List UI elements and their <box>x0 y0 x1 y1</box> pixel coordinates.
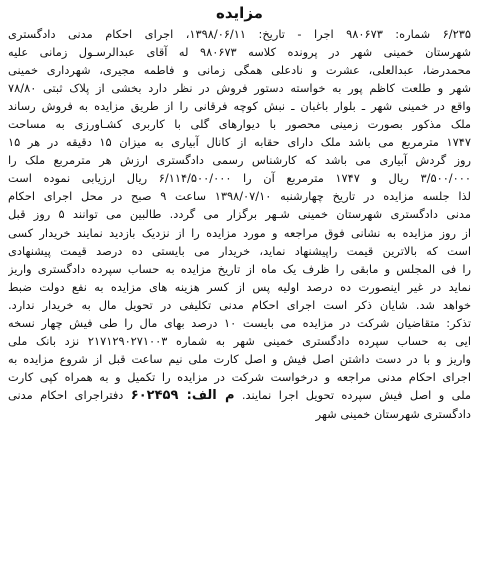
signature-line: دادگستری شهرستان خمینی شهر <box>315 406 471 421</box>
body-line: را فی المجلس و مابقی را ظرف یک ماه از تاریخ مزایده به حساب سپرده دادگستری واریز <box>8 261 471 276</box>
body-line: اجرای احکام مدنی مراجعه و درخواست شرکت در مزایده را تکمیل و به همراه کپی کارت <box>8 369 471 384</box>
body-line: واقع در خمینی شهر ـ بلوار باغبان ـ نبش کوچه فرقانی را از طریق مزایده به فروش رساند <box>8 99 471 114</box>
reference-number: م الف: ۶۰۲۴۵۹ <box>130 387 235 403</box>
body-line: تذکر: متقاضیان شرکت در مزایده می بایست ۱۰ درصد بهای مال را طی فیش چهار نسخه <box>8 315 471 330</box>
notice-title: مزایده <box>216 4 263 22</box>
line-text-before-reference: ملی و اصل فیش سپرده تحویل اجرا نمایند. <box>241 387 471 402</box>
body-line: شهر و طلعت کاظم پور به خواسته دستور فروش در نظر دارد بخشی از پلاک ثبتی ۷۸/۸۰ <box>8 81 471 96</box>
body-line: ایی به حساب سپرده دادگستری خمینی شهر به شماره ۲۱۷۱۲۹۰۲۷۱۰۰۳ نزد بانک ملی <box>8 333 471 348</box>
body-line: لذا جلسه مزایده در تاریخ چهارشنبه ۱۳۹۸/۰۷/۱۰ ساعت ۹ صبح در محل اجرای احکام <box>8 189 471 204</box>
body-line: شهرستان خمینی شهر در پرونده کلاسه ۹۸۰۶۷۳ له آقای عبدالرسـول زمانی علیه <box>8 45 471 60</box>
body-line-with-reference <box>8 386 471 405</box>
body-line: مدنی دادگستری شهرستان خمینی شـهر برگزار می گردد. طالبین می توانند ۵ روز قبل <box>8 207 471 222</box>
body-line: محمدرضا، عبدالعلی، عشرت و نادعلی همگی زمانی و فاطمه مجیری، شهرداری خمینی <box>8 63 471 78</box>
body-line: ملک مذکور بصورت زمینی محصور با دیوارهای گلی با کاربری کشـاورزی به مساحت <box>8 117 471 132</box>
body-line: خواهد شد. شایان ذکر است اجرای احکام مدنی تکلیفی در تحویل مال به خریدار ندارد. <box>8 297 471 312</box>
notice-body <box>8 25 471 423</box>
body-line: از روز مزایده به نشانی فوق مراجعه و مورد مزایده را از نزدیک بازدید نمایند خریدار کسی <box>8 225 471 240</box>
line-text-after-reference: دفتراجرای احکام مدنی <box>8 387 124 402</box>
body-line: ۶/۲۳۵ شماره: ۹۸۰۶۷۳ اجرا - تاریخ: ۱۳۹۸/۰۶/۱۱، اجرای احکام مدنی دادگستری <box>8 27 471 41</box>
body-line: ۳/۵۰۰/۰۰۰ ریال و ۱۷۴۷ مترمربع آن را ۶/۱۱۴/۵۰۰/۰۰۰ ریال ارزیابی نموده است <box>8 171 471 186</box>
body-line: نماید در غیر اینصورت ده درصد اولیه پس از کسر هزینه های مزایده به نفع دولت ضبط <box>8 279 471 294</box>
body-line: روز گردش آبیاری می باشد که کارشناس رسمی دادگستری ارزش هر مترمربع ملک را <box>8 153 471 168</box>
body-line: ۱۷۴۷ مترمربع می باشد ملک دارای حقابه از کانال آبیاری به میزان ۱۵ دقیقه در هر ۱۵ <box>8 135 471 150</box>
body-line: است که بالاترین قیمت راپیشنهاد نماید، خریدار می بایستی ده درصد قیمت پیشنهادی <box>8 243 471 258</box>
body-line: واریز و با در دست داشتن اصل فیش و اصل کارت ملی نیم ساعت قبل از شروع مزایده به <box>8 351 471 366</box>
